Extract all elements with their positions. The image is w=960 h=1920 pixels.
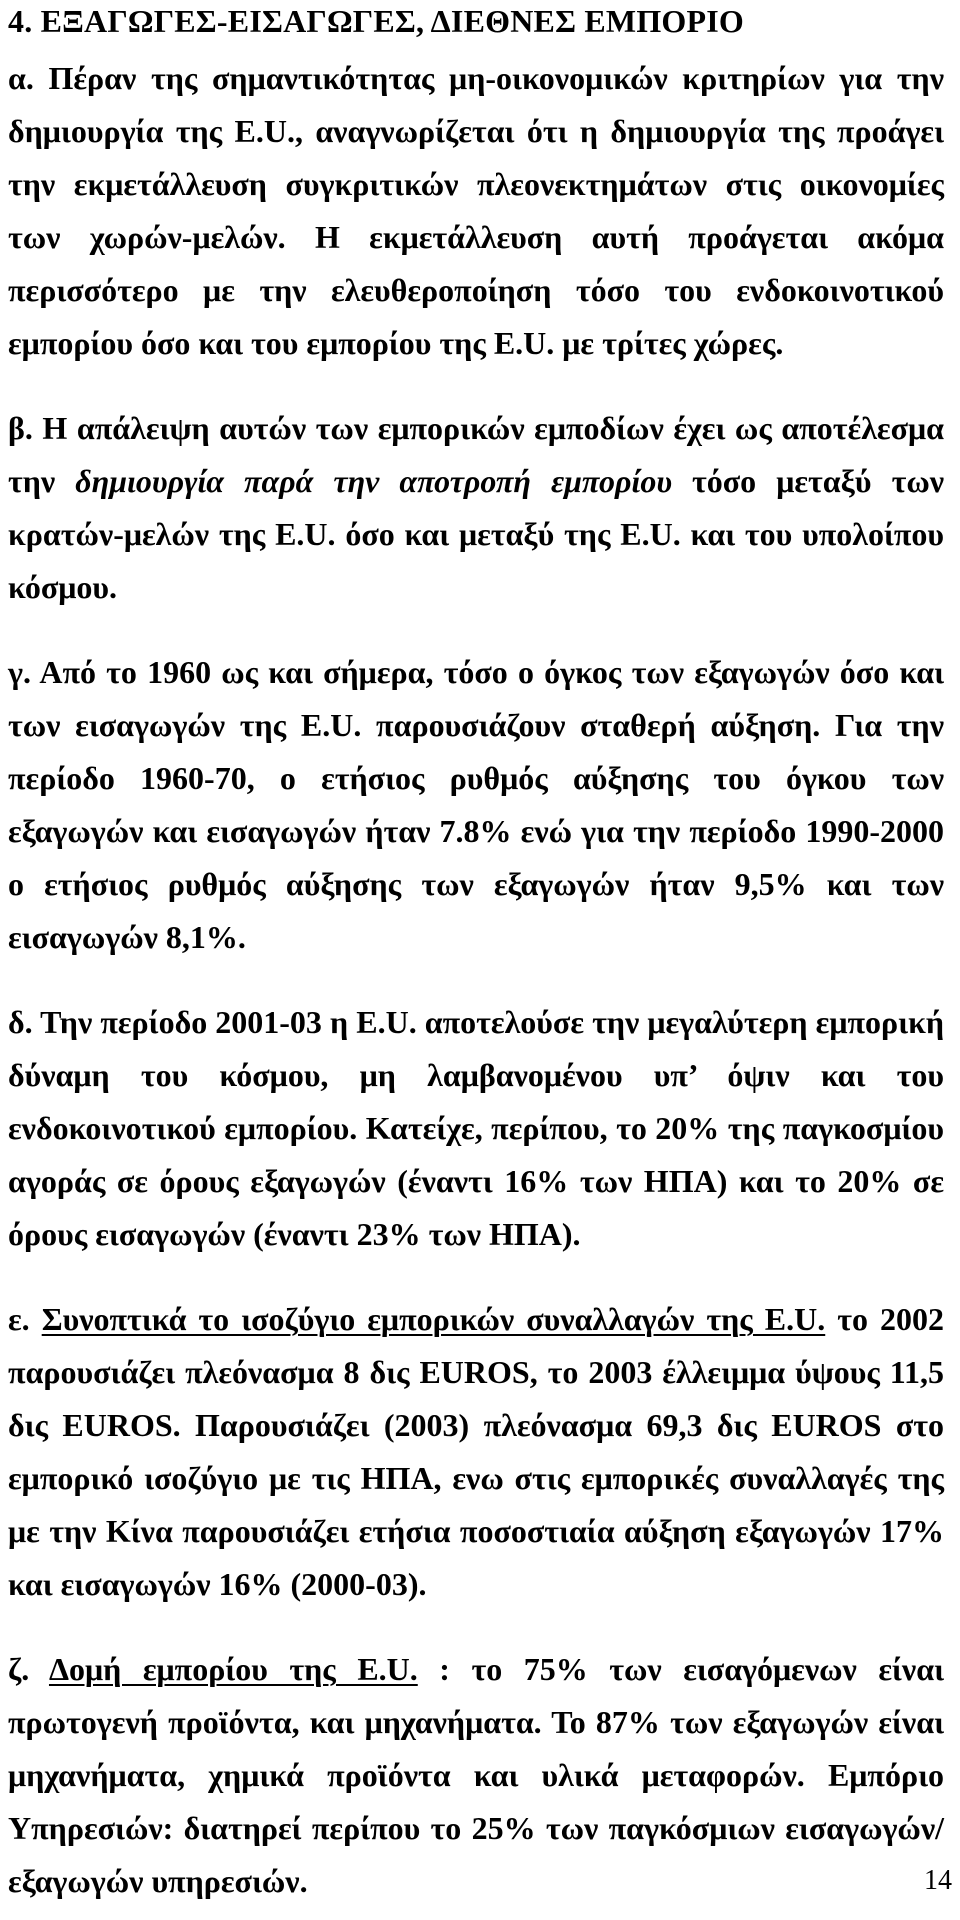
paragraph-zeta-text: : το 75% των εισαγόμενων είναι πρωτογενή προϊόντα, και μηχανήματα. Το 87% των εξαγωγών είναι μηχανήματα, χημικά προϊόντα και υλικά μεταφορών. Εμπόριο Υπηρεσιών: διατηρεί περίπου το 25% των παγκόσμιων εισαγωγών/εξαγωγών υπηρεσιών. [8,1651,944,1899]
document-page [8,0,944,1908]
paragraph-beta-text-end: τόσο μεταξύ των κρατών-μελών της Ε.U. όσο και μεταξύ της Ε.U. και του υπολοίπου κόσμου. [8,463,945,605]
section-heading: 4. ΕΞΑΓΩΓΕΣ-ΕΙΣΑΓΩΓΕΣ, ΔΙΕΘΝΕΣ ΕΜΠΟΡΙΟ [8,3,745,39]
paragraph-epsilon-prefix: ε. [8,1301,42,1337]
paragraph-zeta-underlined-title: Δομή εμπορίου της Ε.U. [48,1651,418,1687]
paragraph-beta-text-start: β. Η απάλειψη αυτών των εμπορικών εμποδίων έχει ως αποτέλεσμα την [8,410,944,499]
paragraph-epsilon-underlined-title: Συνοπτικά το ισοζύγιο εμπορικών συναλλαγών της Ε.U. [41,1301,826,1337]
paragraph-zeta [8,1643,944,1908]
paragraph-delta: δ. Την περίοδο 2001-03 η Ε.U. αποτελούσε την μεγαλύτερη εμπορική δύναμη του κόσμου, μη λαμβανομένου υπ’ όψιν και του ενδοκοινοτικού εμπορίου. Κατείχε, περίπου, το 20% της παγκοσμίου αγοράς σε όρους εξαγωγών (έναντι 16% των ΗΠΑ) και το 20% σε όρους εισαγωγών (έναντι 23% των ΗΠΑ). [8,1004,944,1252]
paragraph-zeta-prefix: ζ. [8,1651,49,1687]
paragraph-epsilon-text: το 2002 παρουσιάζει πλεόνασμα 8 δις EUROS, το 2003 έλλειμμα ύψους 11,5 δις EUROS. Παρουσιάζει (2003) πλεόνασμα 69,3 δις EUROS στο εμπορικό ισοζύγιο με τις ΗΠΑ, ενω στις εμπορικές συναλλαγές της με την Κίνα παρουσιάζει ετήσια ποσοστιαία αύξηση εξαγωγών 17% και εισαγωγών 16% (2000-03). [8,1301,945,1602]
paragraph-alpha: α. Πέραν της σημαντικότητας μη-οικονομικών κριτηρίων για την δημιουργία της Ε.U., αναγνωρίζεται ότι η δημιουργία της προάγει την εκμετάλλευση συγκριτικών πλεονεκτημάτων στις οικονομίες των χωρών-μελών. Η εκμετάλλευση αυτή προάγεται ακόμα περισσότερο με την ελευθεροποίηση τόσο του ενδοκοινοτικού εμπορίου όσο και του εμπορίου της Ε.U. με τρίτες χώρες. [8,60,944,361]
paragraph-beta [8,402,944,614]
paragraph-gamma: γ. Από το 1960 ως και σήμερα, τόσο ο όγκος των εξαγωγών όσο και των εισαγωγών της Ε.U. παρουσιάζουν σταθερή αύξηση. Για την περίοδο 1960-70, ο ετήσιος ρυθμός αύξησης του όγκου των εξαγωγών και εισαγωγών ήταν 7.8% ενώ για την περίοδο 1990-2000 ο ετήσιος ρυθμός αύξησης των εξαγωγών ήταν 9,5% και των εισαγωγών 8,1%. [8,654,944,955]
paragraph-epsilon [8,1293,944,1611]
paragraph-beta-italic-phrase: δημιουργία παρά την αποτροπή εμπορίου [75,463,672,499]
page-number: 14 [924,1865,952,1896]
